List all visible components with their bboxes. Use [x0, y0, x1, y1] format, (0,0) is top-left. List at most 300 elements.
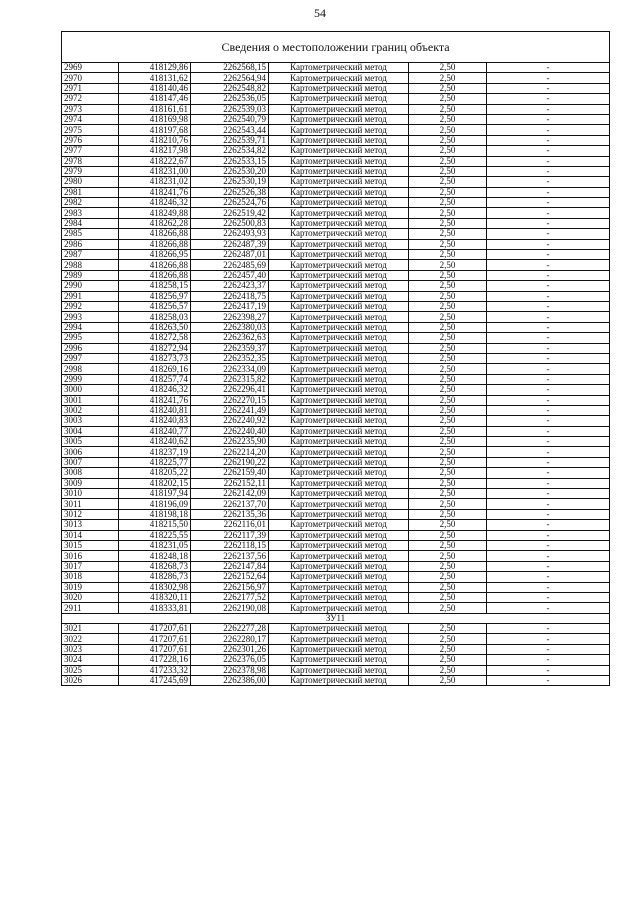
y-coordinate-cell: 2262530,20 — [191, 166, 269, 176]
method-cell: Картометрический метод — [269, 603, 409, 613]
accuracy-cell: 2,50 — [409, 208, 487, 218]
point-number-cell: 3014 — [62, 530, 119, 540]
table-row — [62, 250, 610, 260]
table-row — [62, 83, 610, 93]
table-row — [62, 385, 610, 395]
point-number-cell: 3019 — [62, 582, 119, 592]
method-cell: Картометрический метод — [269, 229, 409, 239]
x-coordinate-cell: 418225,55 — [119, 530, 191, 540]
note-cell: - — [487, 572, 610, 582]
note-cell: - — [487, 624, 610, 634]
accuracy-cell: 2,50 — [409, 624, 487, 634]
accuracy-cell: 2,50 — [409, 250, 487, 260]
x-coordinate-cell: 418266,88 — [119, 239, 191, 249]
point-number-cell: 3015 — [62, 540, 119, 550]
method-cell: Картометрический метод — [269, 166, 409, 176]
y-coordinate-cell: 2262190,08 — [191, 603, 269, 613]
point-number-cell: 2983 — [62, 208, 119, 218]
note-cell: - — [487, 416, 610, 426]
note-cell: - — [487, 468, 610, 478]
x-coordinate-cell: 418246,32 — [119, 385, 191, 395]
method-cell: Картометрический метод — [269, 63, 409, 73]
accuracy-cell: 2,50 — [409, 551, 487, 561]
point-number-cell: 2988 — [62, 260, 119, 270]
point-number-cell: 2997 — [62, 353, 119, 363]
x-coordinate-cell: 417245,69 — [119, 676, 191, 686]
y-coordinate-cell: 2262177,52 — [191, 592, 269, 602]
section-label: ЗУ11 — [62, 613, 610, 623]
note-cell: - — [487, 364, 610, 374]
method-cell: Картометрический метод — [269, 218, 409, 228]
method-cell: Картометрический метод — [269, 281, 409, 291]
x-coordinate-cell: 418147,46 — [119, 94, 191, 104]
y-coordinate-cell: 2262241,49 — [191, 405, 269, 415]
x-coordinate-cell: 418272,94 — [119, 343, 191, 353]
x-coordinate-cell: 418197,68 — [119, 125, 191, 135]
point-number-cell: 3007 — [62, 457, 119, 467]
x-coordinate-cell: 418196,09 — [119, 499, 191, 509]
point-number-cell: 3018 — [62, 572, 119, 582]
accuracy-cell: 2,50 — [409, 520, 487, 530]
point-number-cell: 2982 — [62, 198, 119, 208]
note-cell: - — [487, 405, 610, 415]
accuracy-cell: 2,50 — [409, 437, 487, 447]
table-row — [62, 291, 610, 301]
table-row — [62, 509, 610, 519]
point-number-cell: 3026 — [62, 676, 119, 686]
y-coordinate-cell: 2262118,15 — [191, 540, 269, 550]
point-number-cell: 2979 — [62, 166, 119, 176]
x-coordinate-cell: 418266,88 — [119, 229, 191, 239]
note-cell: - — [487, 281, 610, 291]
point-number-cell: 2969 — [62, 63, 119, 73]
table-row — [62, 146, 610, 156]
table-row — [62, 551, 610, 561]
y-coordinate-cell: 2262539,71 — [191, 135, 269, 145]
x-coordinate-cell: 418222,67 — [119, 156, 191, 166]
method-cell: Картометрический метод — [269, 499, 409, 509]
accuracy-cell: 2,50 — [409, 333, 487, 343]
x-coordinate-cell: 418140,46 — [119, 83, 191, 93]
y-coordinate-cell: 2262500,83 — [191, 218, 269, 228]
point-number-cell: 2990 — [62, 281, 119, 291]
table-row — [62, 156, 610, 166]
note-cell: - — [487, 270, 610, 280]
note-cell: - — [487, 125, 610, 135]
method-cell: Картометрический метод — [269, 146, 409, 156]
table-row — [62, 655, 610, 665]
method-cell: Картометрический метод — [269, 301, 409, 311]
method-cell: Картометрический метод — [269, 125, 409, 135]
point-number-cell: 3011 — [62, 499, 119, 509]
x-coordinate-cell: 418161,61 — [119, 104, 191, 114]
method-cell: Картометрический метод — [269, 94, 409, 104]
table-row — [62, 208, 610, 218]
table-row — [62, 301, 610, 311]
table-row — [62, 592, 610, 602]
method-cell: Картометрический метод — [269, 177, 409, 187]
note-cell: - — [487, 520, 610, 530]
accuracy-cell: 2,50 — [409, 146, 487, 156]
table-row — [62, 457, 610, 467]
point-number-cell: 2996 — [62, 343, 119, 353]
method-cell: Картометрический метод — [269, 405, 409, 415]
note-cell: - — [487, 665, 610, 675]
y-coordinate-cell: 2262418,75 — [191, 291, 269, 301]
accuracy-cell: 2,50 — [409, 322, 487, 332]
y-coordinate-cell: 2262548,82 — [191, 83, 269, 93]
accuracy-cell: 2,50 — [409, 187, 487, 197]
note-cell: - — [487, 343, 610, 353]
table-row — [62, 114, 610, 124]
note-cell: - — [487, 208, 610, 218]
y-coordinate-cell: 2262137,56 — [191, 551, 269, 561]
x-coordinate-cell: 418240,62 — [119, 437, 191, 447]
table-row — [62, 374, 610, 384]
accuracy-cell: 2,50 — [409, 353, 487, 363]
y-coordinate-cell: 2262362,63 — [191, 333, 269, 343]
method-cell: Картометрический метод — [269, 395, 409, 405]
x-coordinate-cell: 418241,76 — [119, 187, 191, 197]
x-coordinate-cell: 418256,57 — [119, 301, 191, 311]
accuracy-cell: 2,50 — [409, 655, 487, 665]
method-cell: Картометрический метод — [269, 322, 409, 332]
note-cell: - — [487, 457, 610, 467]
y-coordinate-cell: 2262493,93 — [191, 229, 269, 239]
x-coordinate-cell: 417207,61 — [119, 634, 191, 644]
y-coordinate-cell: 2262526,38 — [191, 187, 269, 197]
note-cell: - — [487, 426, 610, 436]
accuracy-cell: 2,50 — [409, 260, 487, 270]
note-cell: - — [487, 135, 610, 145]
y-coordinate-cell: 2262152,64 — [191, 572, 269, 582]
note-cell: - — [487, 561, 610, 571]
note-cell: - — [487, 291, 610, 301]
accuracy-cell: 2,50 — [409, 114, 487, 124]
note-cell: - — [487, 63, 610, 73]
method-cell: Картометрический метод — [269, 260, 409, 270]
note-cell: - — [487, 655, 610, 665]
note-cell: - — [487, 676, 610, 686]
y-coordinate-cell: 2262277,28 — [191, 624, 269, 634]
table-row — [62, 322, 610, 332]
x-coordinate-cell: 418268,73 — [119, 561, 191, 571]
x-coordinate-cell: 418256,97 — [119, 291, 191, 301]
y-coordinate-cell: 2262530,19 — [191, 177, 269, 187]
method-cell: Картометрический метод — [269, 478, 409, 488]
point-number-cell: 3001 — [62, 395, 119, 405]
x-coordinate-cell: 418302,98 — [119, 582, 191, 592]
point-number-cell: 3009 — [62, 478, 119, 488]
accuracy-cell: 2,50 — [409, 218, 487, 228]
table-row — [62, 395, 610, 405]
y-coordinate-cell: 2262539,03 — [191, 104, 269, 114]
table-row — [62, 333, 610, 343]
x-coordinate-cell: 418198,18 — [119, 509, 191, 519]
y-coordinate-cell: 2262280,17 — [191, 634, 269, 644]
y-coordinate-cell: 2262190,22 — [191, 457, 269, 467]
method-cell: Картометрический метод — [269, 250, 409, 260]
table-row — [62, 281, 610, 291]
method-cell: Картометрический метод — [269, 156, 409, 166]
y-coordinate-cell: 2262142,09 — [191, 489, 269, 499]
table-row — [62, 364, 610, 374]
x-coordinate-cell: 418129,86 — [119, 63, 191, 73]
x-coordinate-cell: 418266,88 — [119, 270, 191, 280]
point-number-cell: 2970 — [62, 73, 119, 83]
accuracy-cell: 2,50 — [409, 374, 487, 384]
note-cell: - — [487, 260, 610, 270]
note-cell: - — [487, 301, 610, 311]
table-row — [62, 198, 610, 208]
note-cell: - — [487, 146, 610, 156]
y-coordinate-cell: 2262359,37 — [191, 343, 269, 353]
x-coordinate-cell: 418257,74 — [119, 374, 191, 384]
note-cell: - — [487, 447, 610, 457]
page-number: 54 — [314, 6, 326, 20]
accuracy-cell: 2,50 — [409, 405, 487, 415]
point-number-cell: 3000 — [62, 385, 119, 395]
table-row — [62, 260, 610, 270]
accuracy-cell: 2,50 — [409, 603, 487, 613]
point-number-cell: 3012 — [62, 509, 119, 519]
method-cell: Картометрический метод — [269, 208, 409, 218]
y-coordinate-cell: 2262423,37 — [191, 281, 269, 291]
table-row — [62, 489, 610, 499]
x-coordinate-cell: 418215,50 — [119, 520, 191, 530]
table-row — [62, 405, 610, 415]
table-row — [62, 644, 610, 654]
point-number-cell: 2978 — [62, 156, 119, 166]
point-number-cell: 2971 — [62, 83, 119, 93]
x-coordinate-cell: 418210,76 — [119, 135, 191, 145]
table-row — [62, 582, 610, 592]
method-cell: Картометрический метод — [269, 468, 409, 478]
method-cell: Картометрический метод — [269, 135, 409, 145]
point-number-cell: 3002 — [62, 405, 119, 415]
x-coordinate-cell: 418248,18 — [119, 551, 191, 561]
x-coordinate-cell: 417207,61 — [119, 624, 191, 634]
accuracy-cell: 2,50 — [409, 125, 487, 135]
method-cell: Картометрический метод — [269, 624, 409, 634]
point-number-cell: 2981 — [62, 187, 119, 197]
table-title: Сведения о местоположении границ объекта — [62, 32, 610, 63]
accuracy-cell: 2,50 — [409, 177, 487, 187]
accuracy-cell: 2,50 — [409, 364, 487, 374]
note-cell: - — [487, 385, 610, 395]
table-row — [62, 218, 610, 228]
y-coordinate-cell: 2262270,15 — [191, 395, 269, 405]
method-cell: Картометрический метод — [269, 520, 409, 530]
accuracy-cell: 2,50 — [409, 166, 487, 176]
y-coordinate-cell: 2262376,05 — [191, 655, 269, 665]
x-coordinate-cell: 418266,95 — [119, 250, 191, 260]
table-row — [62, 177, 610, 187]
table-row — [62, 572, 610, 582]
y-coordinate-cell: 2262116,01 — [191, 520, 269, 530]
point-number-cell: 2911 — [62, 603, 119, 613]
y-coordinate-cell: 2262457,40 — [191, 270, 269, 280]
note-cell: - — [487, 509, 610, 519]
table-title-row — [62, 32, 610, 63]
note-cell: - — [487, 94, 610, 104]
y-coordinate-cell: 2262487,01 — [191, 250, 269, 260]
method-cell: Картометрический метод — [269, 312, 409, 322]
y-coordinate-cell: 2262240,92 — [191, 416, 269, 426]
accuracy-cell: 2,50 — [409, 198, 487, 208]
point-number-cell: 2995 — [62, 333, 119, 343]
point-number-cell: 2987 — [62, 250, 119, 260]
x-coordinate-cell: 418249,88 — [119, 208, 191, 218]
table-row — [62, 73, 610, 83]
table-row — [62, 468, 610, 478]
method-cell: Картометрический метод — [269, 530, 409, 540]
table-row — [62, 634, 610, 644]
accuracy-cell: 2,50 — [409, 447, 487, 457]
note-cell: - — [487, 198, 610, 208]
accuracy-cell: 2,50 — [409, 634, 487, 644]
note-cell: - — [487, 177, 610, 187]
note-cell: - — [487, 114, 610, 124]
point-number-cell: 2993 — [62, 312, 119, 322]
note-cell: - — [487, 73, 610, 83]
point-number-cell: 3008 — [62, 468, 119, 478]
accuracy-cell: 2,50 — [409, 509, 487, 519]
method-cell: Картометрический метод — [269, 457, 409, 467]
point-number-cell: 2989 — [62, 270, 119, 280]
accuracy-cell: 2,50 — [409, 135, 487, 145]
table-row — [62, 312, 610, 322]
y-coordinate-cell: 2262296,41 — [191, 385, 269, 395]
table-row — [62, 499, 610, 509]
method-cell: Картометрический метод — [269, 187, 409, 197]
x-coordinate-cell: 417207,61 — [119, 644, 191, 654]
accuracy-cell: 2,50 — [409, 489, 487, 499]
x-coordinate-cell: 418202,15 — [119, 478, 191, 488]
point-number-cell: 2986 — [62, 239, 119, 249]
x-coordinate-cell: 418237,19 — [119, 447, 191, 457]
table-row — [62, 239, 610, 249]
method-cell: Картометрический метод — [269, 353, 409, 363]
y-coordinate-cell: 2262214,20 — [191, 447, 269, 457]
accuracy-cell: 2,50 — [409, 239, 487, 249]
method-cell: Картометрический метод — [269, 114, 409, 124]
method-cell: Картометрический метод — [269, 509, 409, 519]
point-number-cell: 3013 — [62, 520, 119, 530]
note-cell: - — [487, 322, 610, 332]
note-cell: - — [487, 218, 610, 228]
method-cell: Картометрический метод — [269, 104, 409, 114]
x-coordinate-cell: 418240,77 — [119, 426, 191, 436]
table-row — [62, 187, 610, 197]
x-coordinate-cell: 418258,15 — [119, 281, 191, 291]
method-cell: Картометрический метод — [269, 374, 409, 384]
x-coordinate-cell: 418333,81 — [119, 603, 191, 613]
table-row — [62, 478, 610, 488]
method-cell: Картометрический метод — [269, 437, 409, 447]
point-number-cell: 2976 — [62, 135, 119, 145]
accuracy-cell: 2,50 — [409, 385, 487, 395]
y-coordinate-cell: 2262519,42 — [191, 208, 269, 218]
method-cell: Картометрический метод — [269, 83, 409, 93]
x-coordinate-cell: 418240,83 — [119, 416, 191, 426]
point-number-cell: 2994 — [62, 322, 119, 332]
point-number-cell: 2984 — [62, 218, 119, 228]
method-cell: Картометрический метод — [269, 447, 409, 457]
y-coordinate-cell: 2262378,98 — [191, 665, 269, 675]
y-coordinate-cell: 2262147,84 — [191, 561, 269, 571]
method-cell: Картометрический метод — [269, 333, 409, 343]
x-coordinate-cell: 418246,32 — [119, 198, 191, 208]
accuracy-cell: 2,50 — [409, 312, 487, 322]
note-cell: - — [487, 187, 610, 197]
y-coordinate-cell: 2262159,40 — [191, 468, 269, 478]
table-row — [62, 135, 610, 145]
x-coordinate-cell: 418286,73 — [119, 572, 191, 582]
accuracy-cell: 2,50 — [409, 301, 487, 311]
accuracy-cell: 2,50 — [409, 229, 487, 239]
point-number-cell: 2977 — [62, 146, 119, 156]
x-coordinate-cell: 418273,73 — [119, 353, 191, 363]
y-coordinate-cell: 2262540,79 — [191, 114, 269, 124]
method-cell: Картометрический метод — [269, 291, 409, 301]
y-coordinate-cell: 2262352,35 — [191, 353, 269, 363]
method-cell: Картометрический метод — [269, 73, 409, 83]
table-row — [62, 343, 610, 353]
point-number-cell: 3023 — [62, 644, 119, 654]
note-cell: - — [487, 374, 610, 384]
y-coordinate-cell: 2262543,44 — [191, 125, 269, 135]
note-cell: - — [487, 582, 610, 592]
boundary-coordinates-table — [61, 31, 610, 686]
note-cell: - — [487, 156, 610, 166]
table-row — [62, 426, 610, 436]
accuracy-cell: 2,50 — [409, 83, 487, 93]
section-row — [62, 613, 610, 623]
method-cell: Картометрический метод — [269, 416, 409, 426]
method-cell: Картометрический метод — [269, 270, 409, 280]
accuracy-cell: 2,50 — [409, 665, 487, 675]
accuracy-cell: 2,50 — [409, 582, 487, 592]
accuracy-cell: 2,50 — [409, 478, 487, 488]
y-coordinate-cell: 2262487,39 — [191, 239, 269, 249]
method-cell: Картометрический метод — [269, 582, 409, 592]
x-coordinate-cell: 418320,11 — [119, 592, 191, 602]
point-number-cell: 3017 — [62, 561, 119, 571]
method-cell: Картометрический метод — [269, 644, 409, 654]
y-coordinate-cell: 2262315,82 — [191, 374, 269, 384]
x-coordinate-cell: 418231,02 — [119, 177, 191, 187]
method-cell: Картометрический метод — [269, 343, 409, 353]
accuracy-cell: 2,50 — [409, 94, 487, 104]
x-coordinate-cell: 418205,22 — [119, 468, 191, 478]
x-coordinate-cell: 418262,28 — [119, 218, 191, 228]
x-coordinate-cell: 418263,50 — [119, 322, 191, 332]
method-cell: Картометрический метод — [269, 364, 409, 374]
y-coordinate-cell: 2262533,15 — [191, 156, 269, 166]
y-coordinate-cell: 2262240,40 — [191, 426, 269, 436]
method-cell: Картометрический метод — [269, 665, 409, 675]
y-coordinate-cell: 2262536,05 — [191, 94, 269, 104]
accuracy-cell: 2,50 — [409, 395, 487, 405]
method-cell: Картометрический метод — [269, 540, 409, 550]
accuracy-cell: 2,50 — [409, 457, 487, 467]
table-row — [62, 520, 610, 530]
table-row — [62, 624, 610, 634]
point-number-cell: 2972 — [62, 94, 119, 104]
note-cell: - — [487, 540, 610, 550]
x-coordinate-cell: 418197,94 — [119, 489, 191, 499]
